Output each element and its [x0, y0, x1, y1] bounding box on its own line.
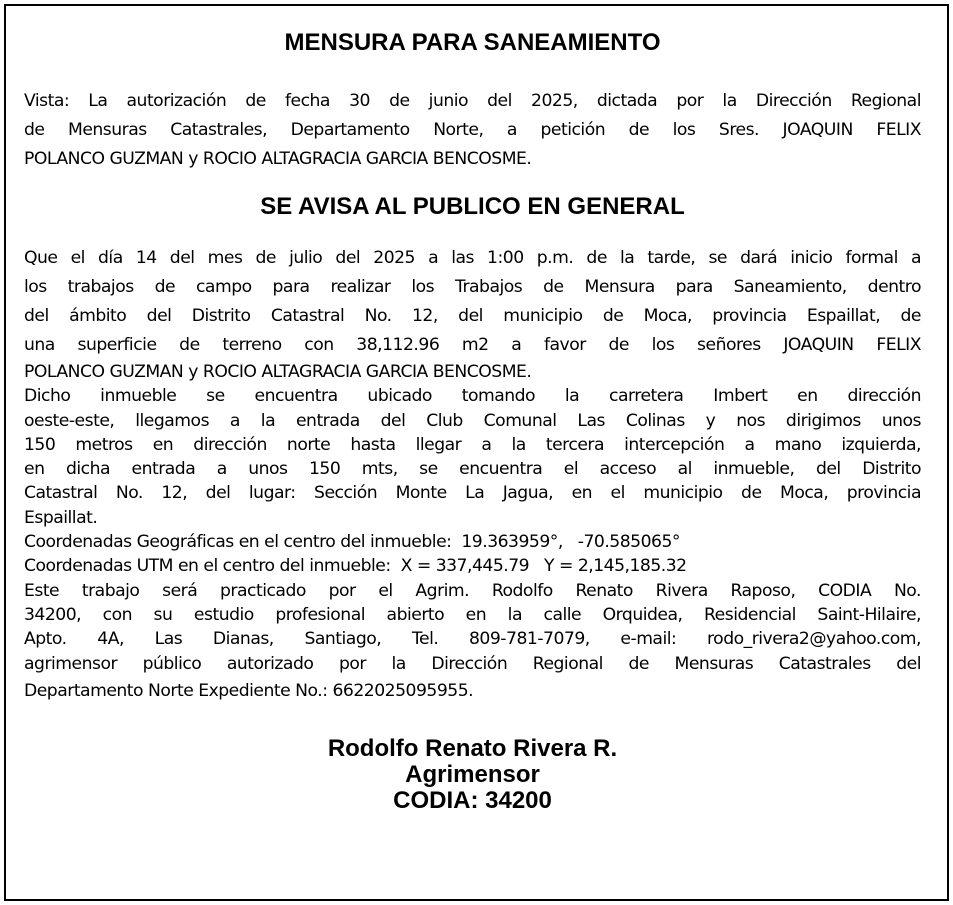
intro-line: POLANCO GUZMAN y ROCIO ALTAGRACIA GARCIA BENCOSME. [24, 149, 532, 169]
body-line: Dicho inmueble se encuentra ubicado tomando la carretera Imbert en dirección [24, 386, 921, 407]
notice-subtitle: SE AVISA AL PUBLICO EN GENERAL [260, 193, 685, 220]
body-paragraph-expedient [24, 676, 921, 706]
utm-coordinates: Coordenadas UTM en el centro del inmueble: X = 337,445.79 Y = 2,145,185.32 [24, 556, 687, 577]
body-line: oeste-este, llegamos a la entrada del Club Comunal Las Colinas y nos dirigimos unos [24, 410, 921, 431]
signature-codia: CODIA: 34200 [393, 786, 552, 814]
body-line: Catastral No. 12, del lugar: Sección Monte La Jagua, en el municipio de Moca, provincia [24, 483, 921, 504]
body-line: Apto. 4A, Las Dianas, Santiago, Tel. 809-781-7079, e-mail: rodo_rivera2@yahoo.com, [24, 629, 921, 650]
geographic-coordinates: Coordenadas Geográficas en el centro del inmueble: 19.363959°, -70.585065° [24, 532, 680, 553]
body-line: del ámbito del Distrito Catastral No. 12, del municipio de Moca, provincia Espaillat, de [24, 306, 921, 326]
body-line: Departamento Norte Expediente No.: 6622025095955. [24, 680, 474, 701]
body-line: Que el día 14 del mes de julio del 2025 a las 1:00 p.m. de la tarde, se dará inicio formal a [24, 248, 921, 268]
notice-content [24, 26, 921, 814]
body-line: POLANCO GUZMAN y ROCIO ALTAGRACIA GARCIA BENCOSME. [24, 362, 532, 382]
notice-title: MENSURA PARA SANEAMIENTO [284, 29, 661, 56]
body-line: en dicha entrada a unos 150 mts, se encuentra el acceso al inmueble, del Distrito [24, 459, 921, 480]
intro-line: Vista: La autorización de fecha 30 de junio del 2025, dictada por la Dirección Regional [24, 91, 921, 111]
body-line: los trabajos de campo para realizar los Trabajos de Mensura para Saneamiento, dentro [24, 277, 921, 297]
signature-block [24, 736, 921, 814]
body-line: Este trabajo será practicado por el Agrim. Rodolfo Renato Rivera Raposo, CODIA No. [24, 580, 921, 601]
body-paragraph-location [24, 360, 921, 676]
body-line: 34200, con su estudio profesional abierto en la calle Orquidea, Residencial Saint-Hilaire, [24, 604, 921, 625]
signature-name: Rodolfo Renato Rivera R. [327, 734, 618, 762]
intro-paragraph [24, 87, 921, 174]
body-line: agrimensor público autorizado por la Dirección Regional de Mensuras Catastrales del [24, 653, 921, 674]
signature-role: Agrimensor [405, 760, 540, 788]
body-paragraph-schedule [24, 244, 921, 360]
intro-line: de Mensuras Catastrales, Departamento Norte, a petición de los Sres. JOAQUIN FELIX [24, 120, 921, 140]
body-line: Espaillat. [24, 507, 98, 528]
body-line: 150 metros en dirección norte hasta llegar a la tercera intercepción a mano izquierda, [24, 434, 921, 455]
body-line: una superficie de terreno con 38,112.96 m2 a favor de los señores JOAQUIN FELIX [24, 335, 921, 355]
